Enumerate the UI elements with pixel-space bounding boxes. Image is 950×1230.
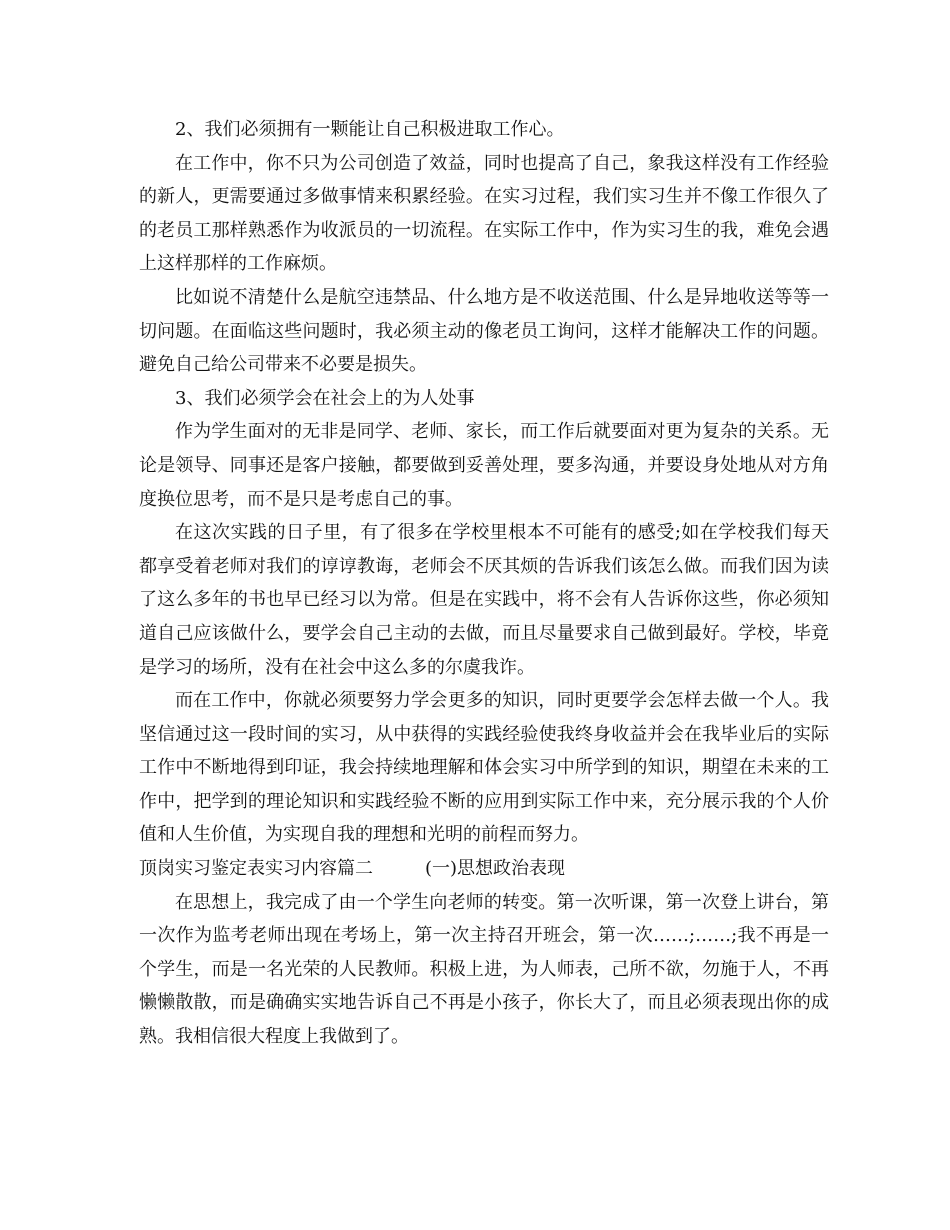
paragraph-problems: 比如说不清楚什么是航空违禁品、什么地方是不收送范围、什么是异地收送等等一切问题。在面临这些问题时，我必须主动的像老员工询问，这样才能解决工作的问题。避免自己给公司带来不必要是损失。 [139, 286, 829, 376]
paragraph-ideological: 在思想上，我完成了由一个学生向老师的转变。第一次听课，第一次登上讲台，第一次作为监考老师出现在考场上，第一次主持召开班会，第一次……;……;我不再是一个学生，而是一名光荣的人民教师。积极上进，为人师表，己所不欲，勿施于人，不再懒懒散散，而是确确实实地告诉自己不再是小孩子，你长大了，而且必须表现出你的成熟。我相信很大程度上我做到了。 [139, 891, 829, 1048]
paragraph-relationships: 作为学生面对的无非是同学、老师、家长，而工作后就要面对更为复杂的关系。无论是领导、同事还是客户接触，都要做到妥善处理，要多沟通，并要设身处地从对方角度换位思考，而不是只是考虑自己的事。 [139, 421, 829, 510]
section-heading [139, 852, 829, 886]
document-body [139, 113, 829, 1054]
paragraph-practice-feelings: 在这次实践的日子里，有了很多在学校里根本不可能有的感受;如在学校我们每天都享受着老师对我们的谆谆教诲，老师会不厌其烦的告诉我们该怎么做。而我们因为读了这么多年的书也早已经习以为常。但是在实践中，将不会有人告诉你这些，你必须知道自己应该做什么，要学会自己主动的去做，而且尽量要求自己做到最好。学校，毕竟是学习的场所，没有在社会中这么多的尔虞我诈。 [139, 522, 829, 678]
paragraph-point-3: 3、我们必须学会在社会上的为人处事 [175, 387, 475, 409]
section-heading-subtitle: (一)思想政治表现 [425, 858, 566, 880]
paragraph-conclusion: 而在工作中，你就必须要努力学会更多的知识，同时更要学会怎样去做一个人。我坚信通过这一段时间的实习，从中获得的实践经验使我终身收益并会在我毕业后的实际工作中不断地得到印证，我会持续地理解和体会实习中所学到的知识，期望在未来的工作中，把学到的理论知识和实践经验不断的应用到实际工作中来，充分展示我的个人价值和人生价值，为实现自我的理想和光明的前程而努力。 [139, 690, 829, 846]
paragraph-work-benefits: 在工作中，你不只为公司创造了效益，同时也提高了自己，象我这样没有工作经验的新人，更需要通过多做事情来积累经验。在实习过程，我们实习生并不像工作很久了的老员工那样熟悉作为收派员的一切流程。在实际工作中，作为实习生的我，难免会遇上这样那样的工作麻烦。 [139, 152, 829, 275]
section-heading-title: 顶岗实习鉴定表实习内容篇二 [139, 858, 373, 880]
paragraph-point-2: 2、我们必须拥有一颗能让自己积极进取工作心。 [175, 119, 565, 140]
